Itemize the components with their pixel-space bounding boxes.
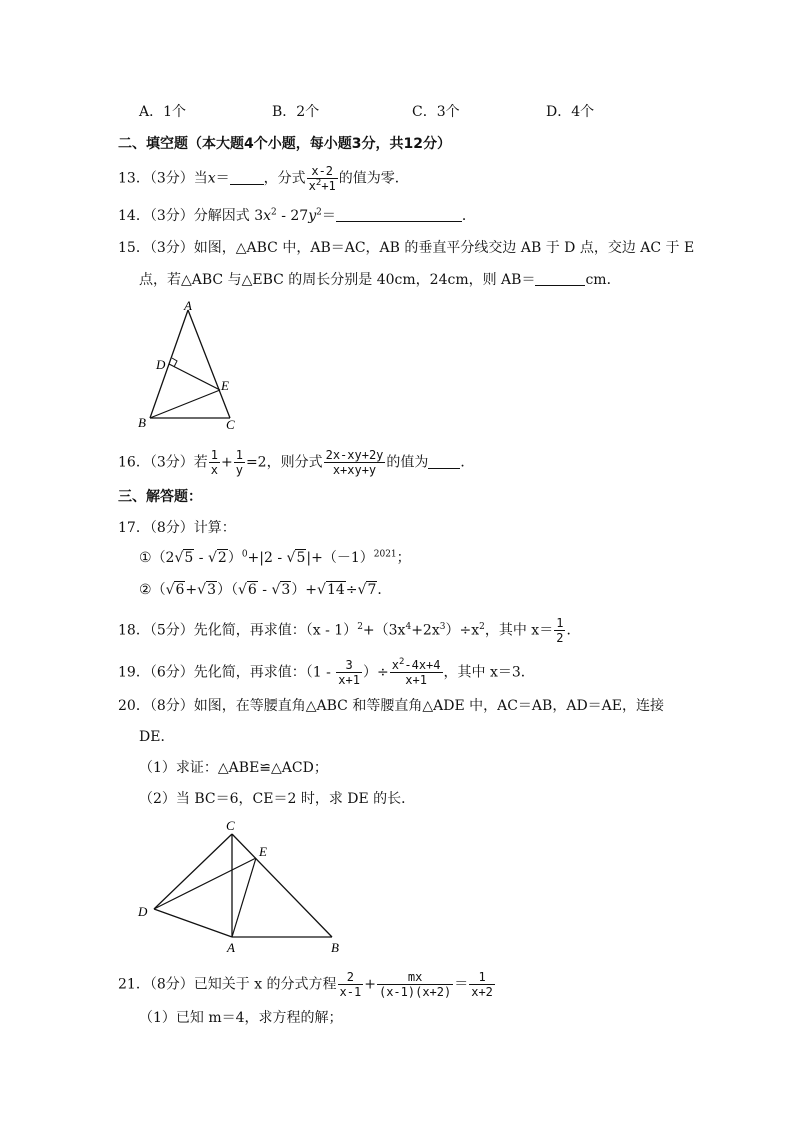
q16-fraction-expr: $\frac{2x-xy+2y}{x+xy+y}$ xyxy=(325,448,384,477)
q19-fraction-2: $\frac{x^2-4x+4}{x+1}$ xyxy=(391,657,441,687)
q14-answer-blank[interactable] xyxy=(336,207,462,222)
question-17: 17．（8分）计算： xyxy=(118,520,236,536)
q19-score: （6分） xyxy=(149,664,194,681)
question-21: 21．（8分）已知关于 x 的分式方程 $\frac{2}{x-1}$ + $\frac{mx}{(x-1)(x+2)}$ ＝ $\frac{1}{x+2}$ xyxy=(118,970,493,999)
section-title-fill-in: 二、填空题（本大题4个小题，每小题3分，共12分） xyxy=(118,136,451,152)
q13-text: 当 xyxy=(193,170,208,187)
q15-score: （3分） xyxy=(149,240,194,256)
question-15-line1 xyxy=(118,238,694,258)
q20-label-e: E xyxy=(259,844,267,859)
q15-label-b: B xyxy=(138,415,146,430)
q13-number: 13． xyxy=(118,170,150,187)
q18-number: 18． xyxy=(118,622,150,639)
q17-part-2: ②（√6+√3）（√6 - √3）+√14÷√7． xyxy=(139,582,392,598)
q17-number: 17． xyxy=(118,520,150,536)
q16-number: 16． xyxy=(118,454,150,471)
q17-part-1: ①（2√5 - $√2)^0+|2 - √5|+(-1)^{2021}$； xyxy=(139,549,411,566)
q13-frac-denominator: $x^2+1$ xyxy=(308,178,336,193)
q20-label-d: D xyxy=(138,904,148,919)
q14-number: 14． xyxy=(118,208,150,224)
q16-fraction-1y: $\frac{1}{y}$ xyxy=(235,448,243,477)
question-13 xyxy=(118,164,409,193)
q20-score: （8分） xyxy=(149,698,194,714)
q15-label-c: C xyxy=(226,417,235,432)
q15-label-e: E xyxy=(221,378,229,393)
q17-score: （8分） xyxy=(149,520,194,536)
q15-text1: 如图，△ABC 中，AB＝AC，AB 的垂直平分线交边 AB 于 D 点，交边 AC 于 E xyxy=(193,240,695,256)
option-a: A．1个 xyxy=(139,104,187,120)
question-18: 18．（5分）先化简，再求值：$(x - 1)^2+(3x^4+2x^3)\div x^2$，其中 x＝ $\frac{1}{2}$ ． xyxy=(118,616,581,645)
q15-label-d: D xyxy=(156,357,166,372)
q15-number: 15． xyxy=(118,240,150,256)
option-b: B．2个 xyxy=(272,104,320,120)
q20-triangle-figure xyxy=(132,814,352,954)
q21-fraction-3: $\frac{1}{x+2}$ xyxy=(471,970,493,999)
question-14: 14．（3分）分解因式 $3x^2 - 27y^2=$ ． xyxy=(118,207,476,224)
q16-answer-blank[interactable] xyxy=(428,454,460,469)
q20-label-a: A xyxy=(227,940,235,954)
q18-score: （5分） xyxy=(149,622,194,639)
q13-var: x xyxy=(207,170,216,187)
q16-fraction-1x: $\frac{1}{x}$ xyxy=(210,448,218,477)
q15-label-a: A xyxy=(184,298,192,313)
q21-score: （8分） xyxy=(149,976,194,993)
q20-sub-2: （2）当 BC＝6，CE＝2 时，求 DE 的长． xyxy=(139,791,416,807)
q15-text2: 点，若△ABC 与△EBC 的周长分别是 40cm，24cm，则 AB＝ xyxy=(139,272,536,288)
option-d: D．4个 xyxy=(546,104,595,120)
question-19: 19．（6分）先化简，再求值：（1 - $\frac{3}{x+1}$ ）÷ $\frac{x^2-4x+4}{x+1}$ ，其中 x＝3． xyxy=(118,657,535,687)
q15-answer-blank[interactable] xyxy=(535,271,585,286)
q15-unit: cm． xyxy=(585,272,621,288)
q19-number: 19． xyxy=(118,664,150,681)
q16-score: （3分） xyxy=(149,454,194,471)
q19-fraction-1: $\frac{3}{x+1}$ xyxy=(338,658,360,687)
question-16: 16．（3分）若 $\frac{1}{x}$ + $\frac{1}{y}$ =2，则分式 $\frac{2x-xy+2y}{x+xy+y}$ 的值为 ． xyxy=(118,448,475,477)
q20-label-c: C xyxy=(226,818,235,833)
q13-score: （3分） xyxy=(149,170,194,187)
q13-text2: ，分式 xyxy=(263,170,306,187)
q13-text3: 的值为零． xyxy=(338,170,409,187)
question-15-line2 xyxy=(139,270,621,290)
q13-fraction xyxy=(307,164,338,193)
section-title-solve: 三、解答题： xyxy=(118,489,202,505)
q20-number: 20． xyxy=(118,698,150,714)
q20-label-b: B xyxy=(331,940,339,954)
q14-text: 分解因式 3 xyxy=(193,208,264,224)
question-20-line2: DE． xyxy=(139,729,175,745)
question-20-line1: 20．（8分）如图，在等腰直角△ABC 和等腰直角△ADE 中，AC＝AB，AD＝AE，连接 xyxy=(118,698,664,714)
q13-answer-blank[interactable] xyxy=(230,170,264,185)
q13-eq: ＝ xyxy=(215,170,230,187)
q18-fraction-half: $\frac{1}{2}$ xyxy=(556,616,564,645)
q13-frac-numerator: x-2 xyxy=(307,164,338,179)
q20-sub-1: （1）求证：△ABE≌△ACD； xyxy=(139,760,328,776)
q21-sub-1: （1）已知 m＝4，求方程的解； xyxy=(139,1010,343,1026)
q21-number: 21． xyxy=(118,976,150,993)
q15-triangle-figure xyxy=(130,298,250,433)
q14-score: （3分） xyxy=(149,208,194,224)
q21-fraction-2: $\frac{mx}{(x-1)(x+2)}$ xyxy=(378,970,452,999)
q21-fraction-1: $\frac{2}{x-1}$ xyxy=(339,970,362,999)
option-c: C．3个 xyxy=(412,104,460,120)
